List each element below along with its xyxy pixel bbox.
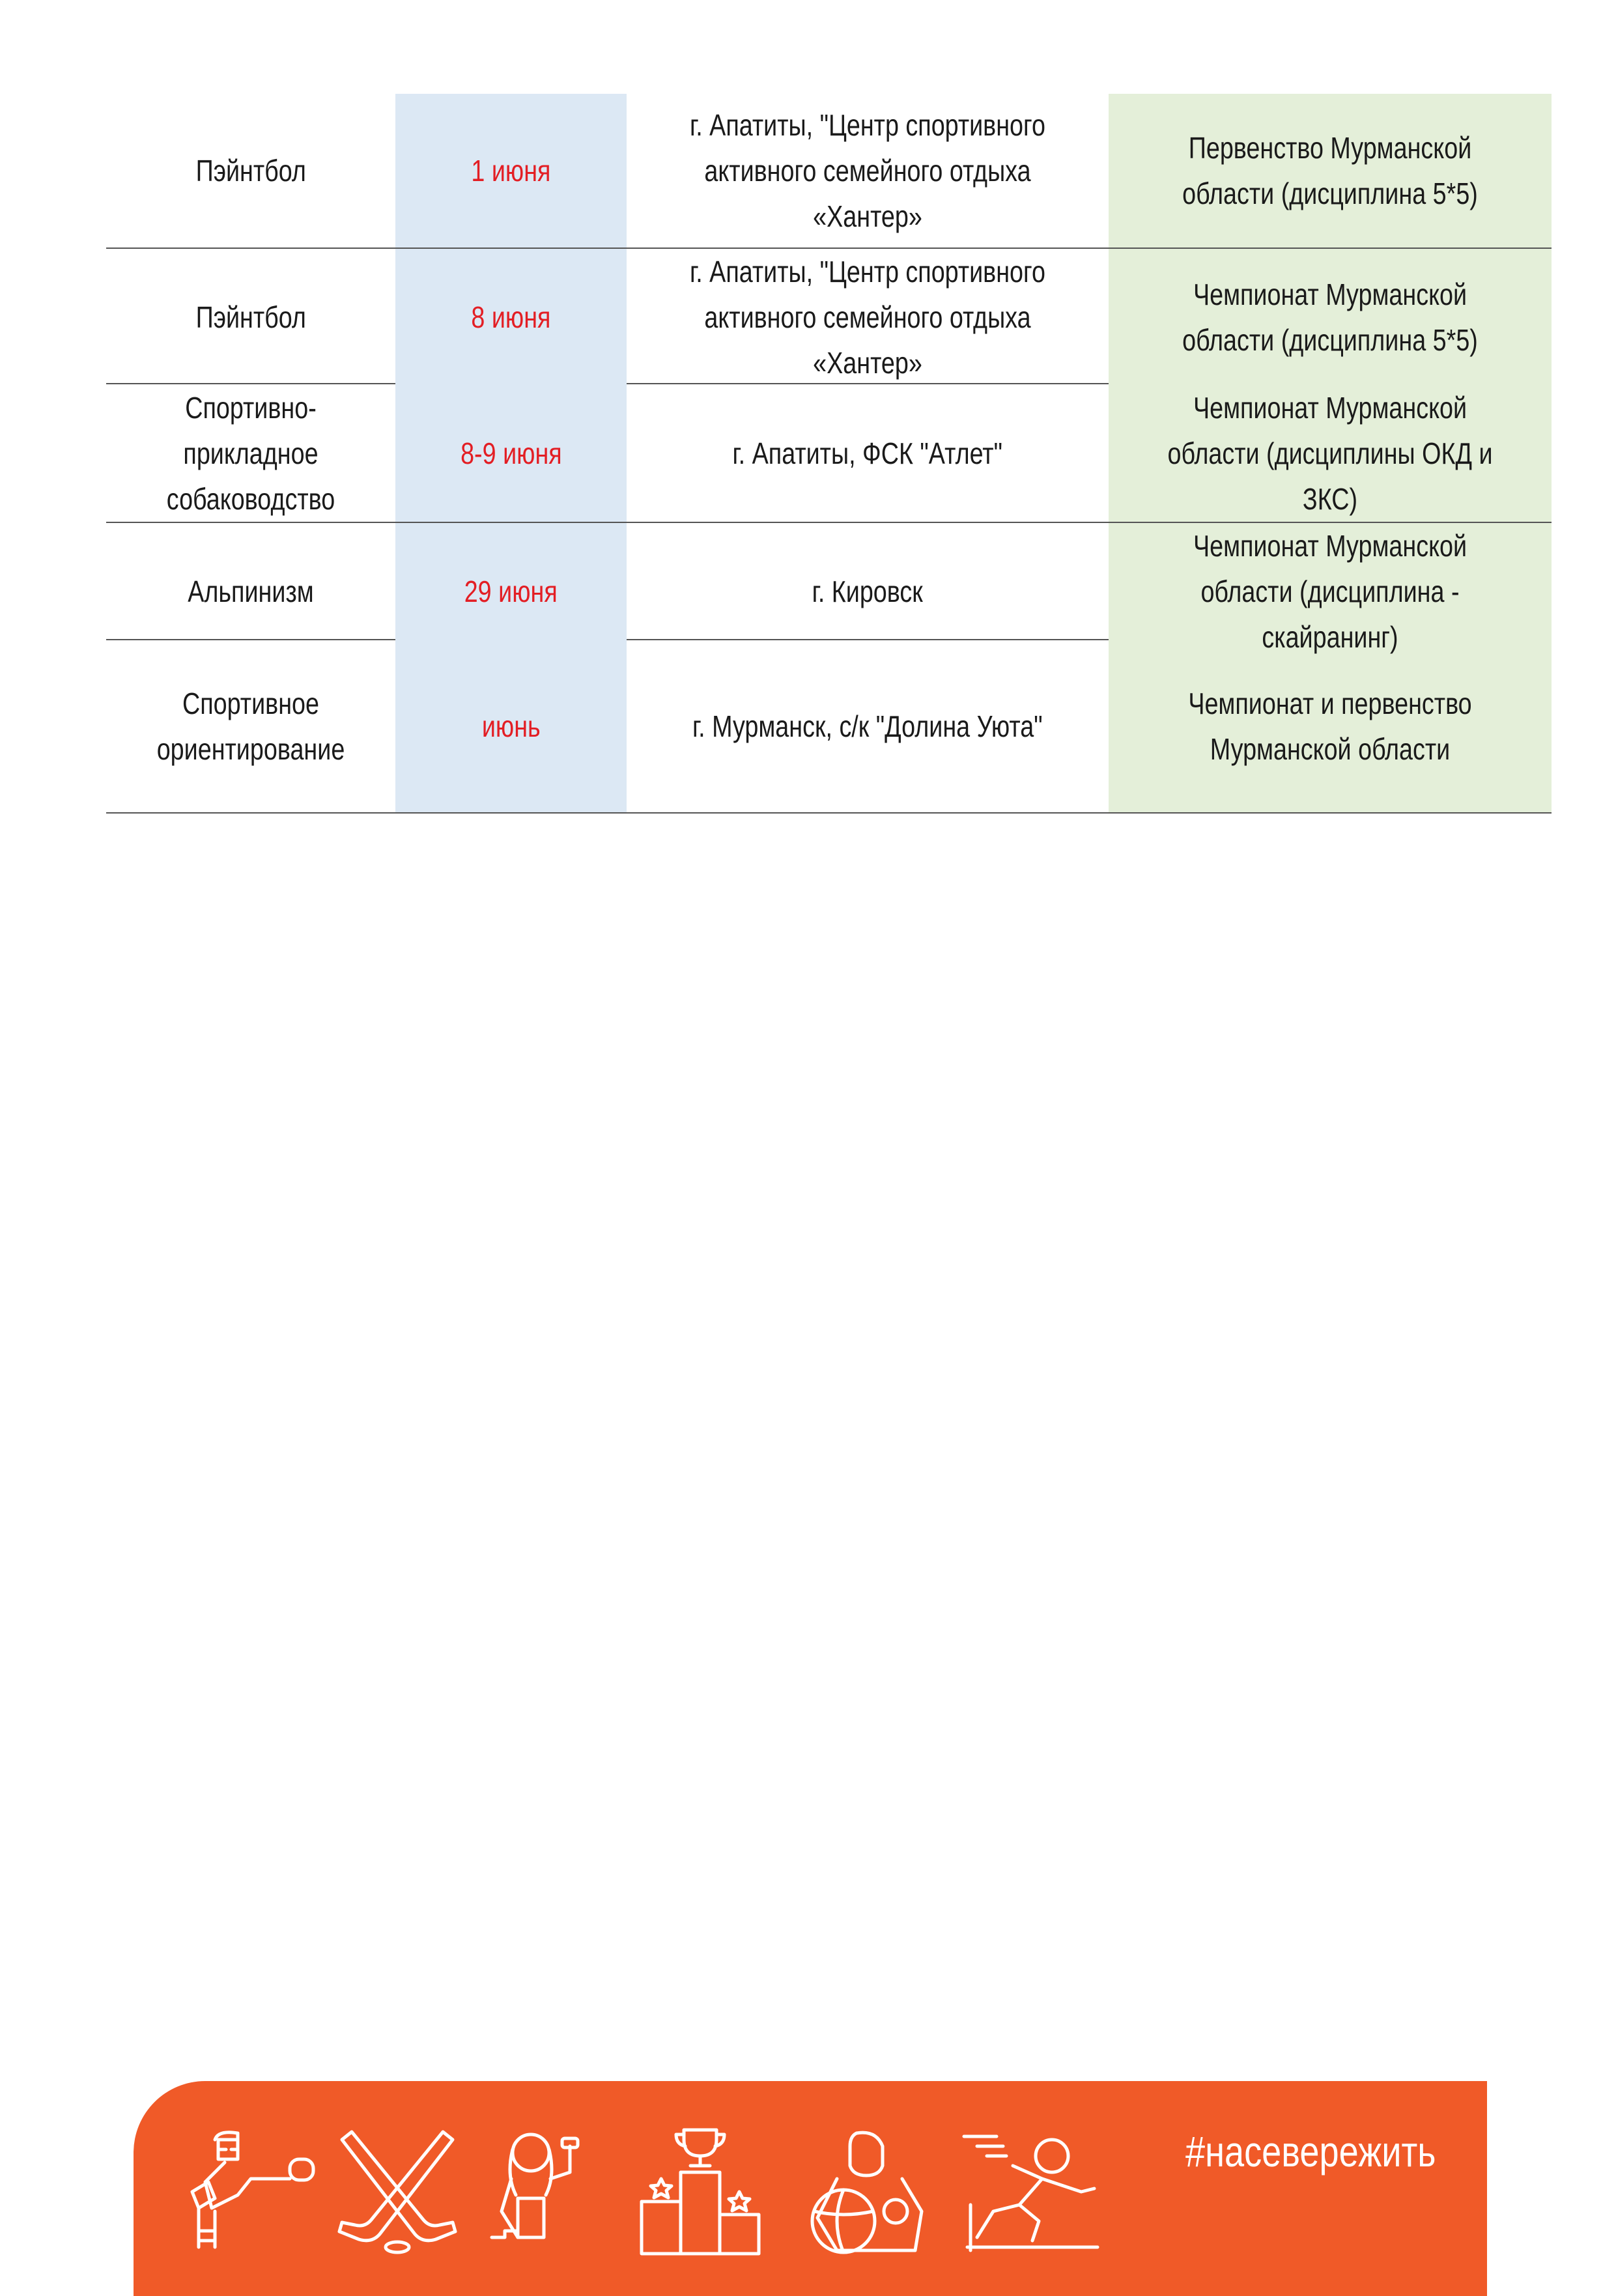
sport-cell: Пэйнтбол bbox=[195, 300, 306, 334]
hashtag-label: #насевережить bbox=[1185, 2127, 1436, 2176]
event-cell: Чемпионат и первенство Мурманской области bbox=[1188, 687, 1472, 766]
sport-cell: Альпинизм bbox=[188, 574, 314, 608]
podium-trophy-icon bbox=[635, 2127, 765, 2257]
venue-cell: г. Кировск bbox=[812, 574, 924, 608]
date-cell: 29 июня bbox=[464, 574, 558, 608]
event-cell: Чемпионат Мурманской области (дисциплина - скайранинг) bbox=[1193, 529, 1467, 654]
hockey-sticks-icon bbox=[335, 2127, 459, 2257]
skier-icon bbox=[954, 2127, 1104, 2257]
sport-cell: Спортивно-прикладное собаководство bbox=[166, 390, 335, 516]
venue-cell: г. Апатиты, ФСК "Атлет" bbox=[732, 436, 1003, 470]
footer-banner bbox=[134, 2081, 1487, 2296]
sport-cell: Пэйнтбол bbox=[195, 154, 306, 188]
sport-cell: Спортивное ориентирование bbox=[156, 687, 345, 766]
table-row bbox=[106, 640, 1552, 814]
event-cell: Первенство Мурманской области (дисциплина 5*5) bbox=[1182, 131, 1478, 210]
table-row bbox=[106, 523, 1552, 654]
date-cell: 1 июня bbox=[471, 154, 551, 188]
venue-cell: г. Мурманск, с/к "Долина Уюта" bbox=[692, 709, 1043, 743]
event-cell: Чемпионат Мурманской области (дисциплины ОКД и ЗКС) bbox=[1167, 390, 1493, 516]
event-cell: Чемпионат Мурманской области (дисциплина 5*5) bbox=[1182, 277, 1478, 357]
table-row bbox=[106, 249, 1552, 384]
ball-athlete-icon bbox=[798, 2127, 935, 2257]
venue-cell: г. Апатиты, "Центр спортивного активного семейного отдыха «Хантер» bbox=[690, 108, 1045, 233]
boxer-icon bbox=[179, 2127, 316, 2257]
date-cell: 8 июня bbox=[471, 300, 551, 334]
sport-icons bbox=[179, 2127, 1143, 2257]
table-row bbox=[106, 384, 1552, 523]
venue-cell: г. Апатиты, "Центр спортивного активного семейного отдыха «Хантер» bbox=[690, 255, 1045, 380]
table-row bbox=[106, 94, 1552, 249]
schedule-table bbox=[106, 94, 1552, 814]
fitness-woman-icon bbox=[485, 2127, 609, 2257]
date-cell: 8-9 июня bbox=[460, 436, 562, 470]
date-cell: июнь bbox=[481, 709, 541, 743]
